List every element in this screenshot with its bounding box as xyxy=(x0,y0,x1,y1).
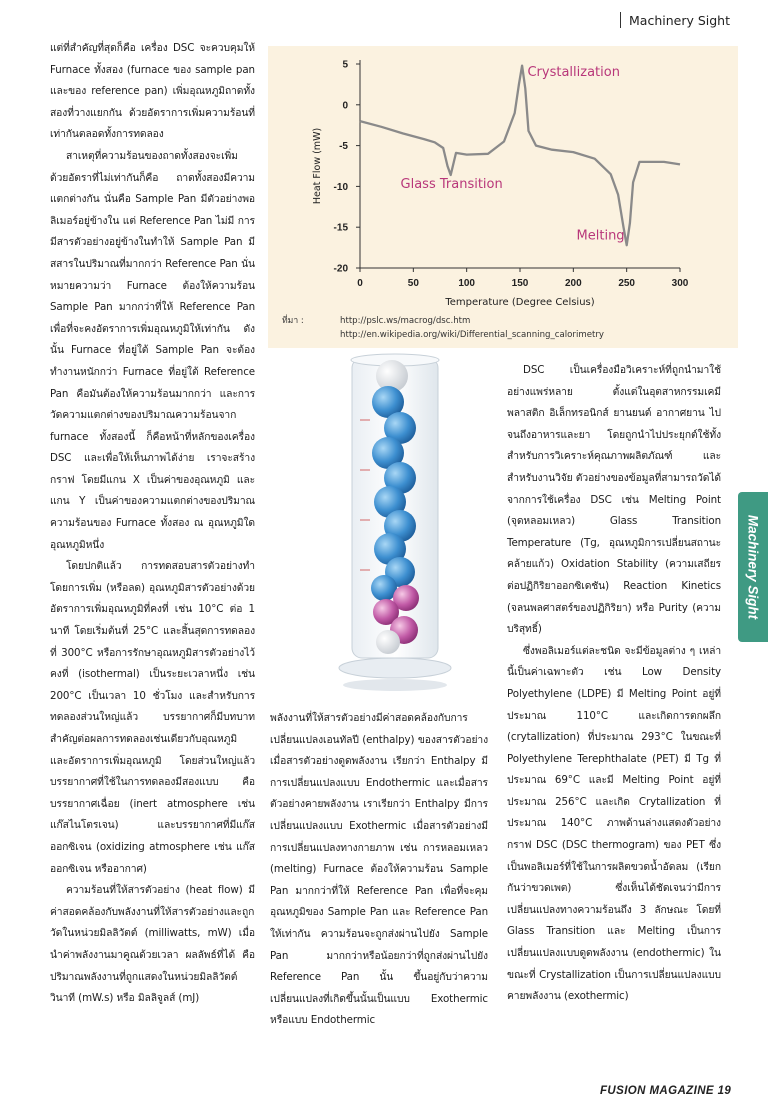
left-column xyxy=(50,38,255,1010)
y-tick-label: 0 xyxy=(342,100,348,112)
y-tick-label: -15 xyxy=(333,222,348,234)
dsc-chart-panel xyxy=(268,46,738,348)
x-axis-label: Temperature (Degree Celsius) xyxy=(445,297,595,308)
paragraph: สาเหตุที่ความร้อนของถาดทั้งสองจะเพิ่มด้วยอัตราที่ไม่เท่ากันก็คือ ถาดทั้งสองมีความแตกต่างกัน นั่นคือ Sample Pan มีตัวอย่างพอลิเมอร์อยู่ข้างใน แต่ Reference Pan ไม่มี การมีสารตัวอย่างอยู่ข้างในทำให้ Sample Pan มีสสารในปริมาณที่มากกว่า Reference Pan นั่นหมายความว่า Furnace ต้องให้ความร้อน Sample Pan มากกว่าที่ให้ Reference Pan เพื่อที่จะคงอัตราการเพิ่มอุณหภูมิให้เท่ากัน ดังนั้น Furnace ที่อยู่ใต้ Sample Pan จะต้องทำงานหนักกว่า Furnace ที่อยู่ใต้ Reference Pan คือมันต้องให้ความร้อนมากกว่า และการวัดความแตกต่างของปริมาณความร้อนจาก furnace ทั้งสองนี้ ก็คือหน้าที่หลักของเครื่อง DSC และเพื่อให้เห็นภาพได้ง่าย เราจะสร้างกราฟ โดยมีแกน X เป็นค่าของอุณหภูมิ และแกน Y เป็นค่าของความแตกต่างของปริมาณความร้อนของ Furnace ทั้งสอง ณ อุณหภูมิใดอุณหภูมิหนึ่ง xyxy=(50,149,255,551)
y-tick-label: -20 xyxy=(333,263,348,275)
source-label: ที่มา : xyxy=(282,316,304,326)
paragraph: DSC เป็นเครื่องมือวิเคราะห์ที่ถูกนำมาใช้อย่างแพร่หลาย ตั้งแต่ในอุตสาหกรรมเคมี พลาสติก อิเล็กทรอนิกส์ ยานยนต์ อากาศยาน ไปจนถึงอาหารและยา โดยถูกนำไปประยุกต์ใช้ทั้งสำหรับการวิเคราะห์คุณภาพผลิตภัณฑ์ และสำหรับงานวิจัย ตัวอย่างของข้อมูลที่สามารถวัดได้จากการใช้เครื่อง DSC เช่น Melting Point (จุดหลอมเหลว) Glass Transition Temperature (Tg, อุณหภูมิการเปลี่ยนสถานะคล้ายแก้ว) Oxidation Stability (ความเสถียรต่อปฏิกิริยาออกซิเดชัน) Reaction Kinetics (จลนพลศาสตร์ของปฏิกิริยา) หรือ Purity (ความบริสุทธิ์) xyxy=(507,364,721,636)
x-tick-label: 150 xyxy=(511,278,529,289)
y-tick-label: -5 xyxy=(339,141,348,153)
paragraph: พลังงานที่ให้สารตัวอย่างมีค่าสอดคล้องกับการเปลี่ยนแปลงเอนทัลปี (enthalpy) ของสารตัวอย่าง เมื่อสารตัวอย่างดูดพลังงาน เรียกว่า Enthalpy มีการเปลี่ยนแปลงแบบ Endothermic และเมื่อสารตัวอย่างคายพลังงาน เราเรียกว่า Enthalpy มีการเปลี่ยนแปลงแบบ Exothermic เมื่อสารตัวอย่างมีการเปลี่ยนแปลงทางกายภาพ เช่น การหลอมเหลว (melting) Furnace ต้องให้ความร้อน Sample Pan มากกว่าที่ให้ Reference Pan เพื่อที่จะคุมอุณหภูมิของ Sample Pan และ Reference Pan ให้เท่ากัน ความร้อนจะถูกส่งผ่านไปยัง Sample Pan มากกว่าหรือน้อยกว่าที่ถูกส่งผ่านไปยัง Reference Pan นั้น ขึ้นอยู่กับว่าความเปลี่ยนแปลงที่เกิดขึ้นนั้นเป็นแบบ Exothermic หรือแบบ Endothermic xyxy=(270,712,488,1027)
y-tick-label: 5 xyxy=(342,59,348,71)
source-credits xyxy=(282,314,604,342)
side-tab-label: Machinery Sight xyxy=(745,514,761,620)
y-tick-label: -10 xyxy=(333,181,348,193)
x-tick-label: 250 xyxy=(618,278,636,289)
chart-annotation: Crystallization xyxy=(527,65,620,81)
section-side-tab xyxy=(738,492,768,642)
x-tick-label: 50 xyxy=(407,278,419,289)
graduated-cylinder-illustration xyxy=(330,350,460,695)
paragraph: แต่ที่สำคัญที่สุดก็คือ เครื่อง DSC จะควบคุมให้ Furnace ทั้งสอง (furnace ของ sample pan และของ reference pan) เพิ่มอุณหภูมิถาดทั้งสองที่วางแยกกัน ด้วยอัตราการเพิ่มความร้อนที่เท่ากันตลอดทั้งการทดลอง xyxy=(50,42,255,141)
x-tick-label: 200 xyxy=(564,278,582,289)
chart-annotation: Glass Transition xyxy=(400,177,503,193)
page-footer: FUSION MAGAZINE 19 xyxy=(600,1085,732,1097)
middle-column xyxy=(270,708,488,1032)
x-tick-label: 100 xyxy=(458,278,476,289)
source-link[interactable]: http://pslc.ws/macrog/dsc.htm xyxy=(340,316,471,326)
section-header xyxy=(620,12,750,32)
source-link[interactable]: http://en.wikipedia.org/wiki/Differential_scanning_calorimetry xyxy=(340,330,604,340)
paragraph: ซึ่งพอลิเมอร์แต่ละชนิด จะมีข้อมูลต่าง ๆ เหล่านี้เป็นค่าเฉพาะตัว เช่น Low Density Polyethylene (LDPE) มี Melting Point อยู่ที่ประมาณ 110°C และเกิดการตกผลึก (crytallization) ที่ประมาณ 293°C ในขณะที่ Polyethylene Terephthalate (PET) มี Tg ที่ประมาณ 69°C และมี Melting Point อยู่ที่ประมาณ 256°C และเกิด Crytallization ที่ประมาณ 140°C ภาพด้านล่างแสดงตัวอย่างกราฟ DSC (DSC thermogram) ของ PET ซึ่งเป็นพอลิเมอร์ที่ใช้ในการผลิตขวดน้ำอัดลม (เรียกกันว่าขวดเพต) ซึ่งเห็นได้ชัดเจนว่ามีการเปลี่ยนแปลงทางความร้อนถึง 3 ลักษณะ โดยที่ Glass Transition และ Melting เป็นการเปลี่ยนแปลงแบบดูดพลังงาน (endothermic) ในขณะที่ Crystallization เป็นการเปลี่ยนแปลงแบบคายพลังงาน (exothermic) xyxy=(507,644,721,1003)
paragraph: โดยปกติแล้ว การทดสอบสารตัวอย่างทำโดยการเพิ่ม (หรือลด) อุณหภูมิสารตัวอย่างด้วยอัตราการเพิ่มอุณหภูมิที่คงที่ เช่น 10°C ต่อ 1 นาที โดยเริ่มต้นที่ 25°C และสิ้นสุดการทดลองที่ 300°C หรือการรักษาอุณหภูมิสารตัวอย่างไว้คงที่ (isothermal) เป็นระยะเวลาหนึ่ง เช่น 200°C เป็นเวลา 10 ชั่วโมง และสำหรับการทดลองส่วนใหญ่แล้ว บรรยากาศก็มีบทบาทสำคัญต่อผลการทดลองเช่นเดียวกับอุณหภูมิและอัตราการเพิ่มอุณหภูมิ โดยส่วนใหญ่แล้วบรรยากาศที่ใช้ในการทดลองมีสองแบบ คือ บรรยากาศเฉื่อย (inert atmosphere เช่น แก๊สไนโตรเจน) และบรรยากาศที่มีแก๊สออกซิเจน (oxidizing atmosphere เช่น แก๊สออกซิเจน หรืออากาศ) xyxy=(50,560,255,875)
heat-flow-curve xyxy=(360,66,680,246)
chart-annotation: Melting xyxy=(576,228,625,244)
x-tick-label: 300 xyxy=(671,278,689,289)
section-title: Machinery Sight xyxy=(629,13,731,28)
x-tick-label: 0 xyxy=(357,278,363,289)
y-axis-label: Heat Flow (mW) xyxy=(312,127,323,205)
paragraph: ความร้อนที่ให้สารตัวอย่าง (heat flow) มีค่าสอดคล้องกับพลังงานที่ให้สารตัวอย่างและถูกวัดในหน่วยมิลลิวัตต์ (milliwatts, mW) เมื่อนำค่าพลังงานมาคูณด้วยเวลา ผลลัพธ์ที่ได้ คือ ปริมาณพลังงานที่ถูกแสดงในหน่วยมิลลิวัตต์วินาที (mW.s) หรือ มิลลิจูลส์ (mJ) xyxy=(50,884,255,1005)
right-column xyxy=(507,360,721,1008)
dsc-thermogram-chart xyxy=(268,46,738,316)
